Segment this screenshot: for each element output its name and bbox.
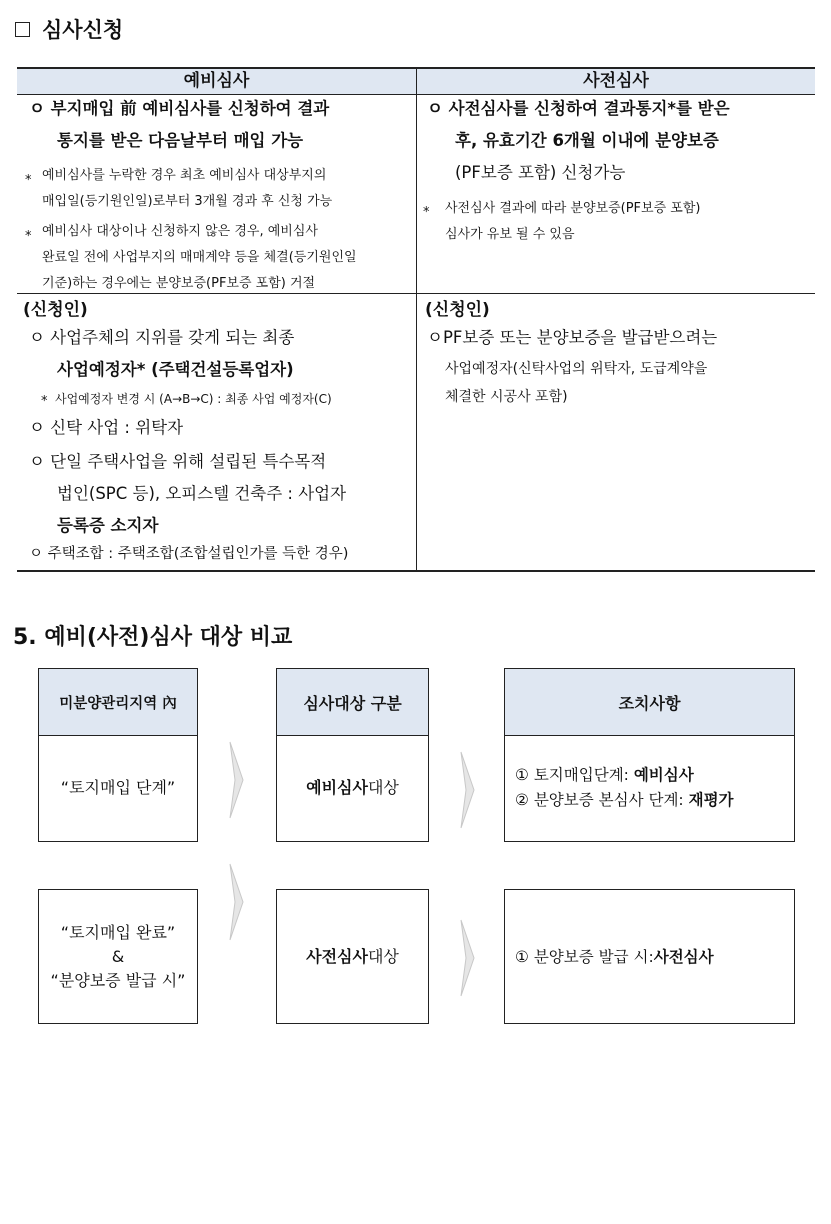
applicant-label-left: (신청인) [23, 300, 88, 320]
chevron-right-icon [458, 750, 478, 830]
diagram-row2-col2-box [276, 889, 429, 1024]
row1-col2-text: 예비심사 대상 [306, 778, 399, 797]
left-main-line2: 통지를 받은 다음날부터 매입 가능 [57, 131, 304, 150]
diagram-col2-box [276, 668, 429, 842]
row2-col3-text: ① 분양보증 발급 시: 사전심사 [515, 947, 714, 966]
diagram-col1-box [38, 668, 198, 842]
left-note2-line1: 예비심사 대상이나 신청하지 않은 경우, 예비심사 [42, 224, 318, 239]
col-header-preliminary: 예비심사 [17, 69, 416, 94]
right-note1-line1: 사전심사 결과에 따라 분양보증(PF보증 포함) [445, 201, 701, 216]
left-note2-line2: 완료일 전에 사업부지의 매매계약 등을 체결(등기원인일 [42, 250, 357, 265]
left-app4: ㅇ 주택조합 : 주택조합(조합설립인가를 득한 경우) [29, 546, 349, 562]
col-header-pre-review: 사전심사 [417, 69, 815, 94]
right-app1-line2: 사업예정자(신탁사업의 위탁자, 도급계약을 [445, 361, 708, 377]
left-note1-line1: 예비심사를 누락한 경우 최초 예비심사 대상부지의 [42, 168, 327, 183]
chevron-right-icon [227, 740, 247, 820]
asterisk-mark: * [423, 205, 430, 220]
left-note1-line2: 매입일(등기원인일)로부터 3개월 경과 후 신청 가능 [42, 194, 333, 209]
right-main-line2: 후, 유효기간 6개월 이내에 분양보증 [455, 131, 719, 150]
left-app1-line2: 사업예정자* (주택건설등록업자) [57, 360, 294, 379]
asterisk-mark: * [25, 229, 32, 244]
application-table [17, 67, 815, 572]
diagram-col1-header: 미분양관리지역 內 [39, 669, 197, 736]
asterisk-mark: * [41, 394, 48, 409]
left-note2-line3: 기준)하는 경우에는 분양보증(PF보증 포함) 거절 [42, 276, 316, 291]
right-app1-line1: ㅇPF보증 또는 분양보증을 발급받으려는 [427, 328, 718, 347]
chevron-right-icon [458, 918, 478, 998]
right-note1-line2: 심사가 유보 될 수 있음 [445, 227, 575, 242]
left-app3-line1: ㅇ 단일 주택사업을 위해 설립된 특수목적 [29, 452, 327, 471]
asterisk-mark: * [25, 173, 32, 188]
left-app1-note: 사업예정자 변경 시 (A→B→C) : 최종 사업 예정자(C) [55, 392, 332, 406]
right-main-line1: ㅇ 사전심사를 신청하여 결과통지*를 받은 [427, 99, 730, 118]
checkbox-square-icon [15, 22, 30, 37]
diagram-row2-col3-box [504, 889, 795, 1024]
diagram-col2-header: 심사대상 구분 [277, 669, 428, 736]
applicant-label-right: (신청인) [425, 300, 490, 320]
left-main-line1: ㅇ 부지매입 前 예비심사를 신청하여 결과 [29, 99, 330, 118]
diagram-col3-header: 조치사항 [505, 669, 794, 736]
right-main-line3: (PF보증 포함) 신청가능 [455, 163, 626, 182]
row1-col1-text: “토지매입 단계” [60, 778, 176, 797]
left-app3-line2: 법인(SPC 등), 오피스텔 건축주 : 사업자 [57, 484, 347, 503]
row1-col3-text: ① 토지매입단계: 예비심사 ② 분양보증 본심사 단계: 재평가 [515, 766, 734, 809]
row2-col2-text: 사전심사 대상 [306, 946, 399, 966]
left-app2: ㅇ 신탁 사업 : 위탁자 [29, 418, 184, 437]
section-title: 심사신청 [42, 18, 124, 42]
row2-col1-text: “토지매입 완료” & “분양보증 발급 시” [50, 922, 186, 990]
left-app3-line3: 등록증 소지자 [57, 516, 159, 535]
right-app1-line3: 체결한 시공사 포함) [445, 389, 568, 405]
section-heading [15, 14, 123, 44]
diagram-row2-col1-box [38, 889, 198, 1024]
diagram-col3-box [504, 668, 795, 842]
left-app1-line1: ㅇ 사업주체의 지위를 갖게 되는 최종 [29, 328, 295, 347]
section-title-comparison: 5. 예비(사전)심사 대상 비교 [13, 625, 293, 650]
chevron-right-icon [227, 862, 247, 942]
